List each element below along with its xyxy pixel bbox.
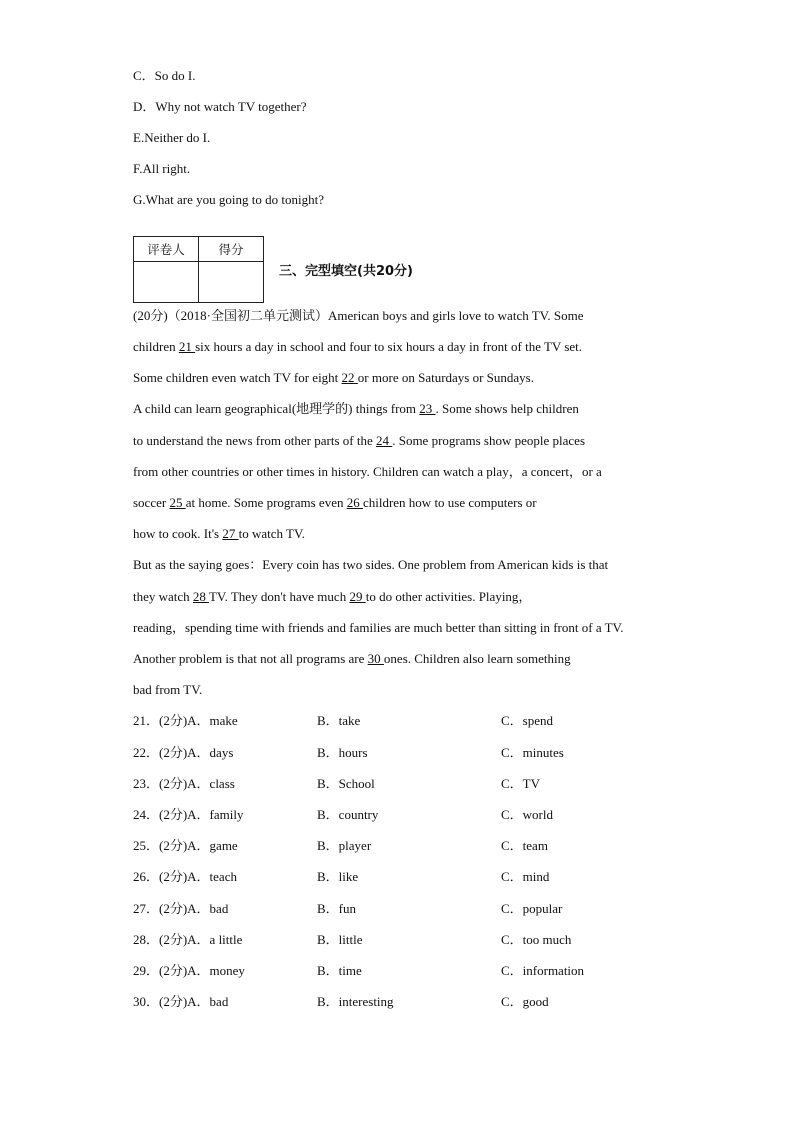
passage-text: at home. Some programs even [185, 495, 347, 510]
option-b: B．fun [317, 901, 357, 916]
passage-line [133, 589, 531, 605]
passage-text: children [133, 339, 179, 354]
passage-text: . Some shows help children [435, 401, 579, 416]
passage-text: to watch TV. [238, 526, 305, 541]
prev-option-d: D．Why not watch TV together? [133, 99, 307, 114]
blank-25: 25 [169, 495, 186, 510]
option-b: B．time [317, 963, 362, 978]
passage-text: Some children even watch TV for eight [133, 370, 342, 385]
prev-option-g: G.What are you going to do tonight? [133, 192, 324, 207]
passage-text: children how to use computers or [362, 495, 537, 510]
option-b: B．little [317, 932, 363, 947]
option-a: 23．(2分)A．class [133, 776, 235, 791]
option-a: 30．(2分)A．bad [133, 994, 229, 1009]
passage-text: they watch [133, 589, 193, 604]
score-table [133, 236, 264, 303]
passage-text: to understand the news from other parts of the [133, 433, 376, 448]
option-c: C．spend [501, 713, 554, 728]
prev-option-c: C．So do I. [133, 68, 196, 83]
option-c: C．too much [501, 932, 572, 947]
passage-line: bad from TV. [133, 682, 203, 697]
passage-line [133, 339, 582, 355]
section-title: 三、完型填空(共20分) [279, 264, 413, 279]
passage-text: soccer [133, 495, 170, 510]
option-c: C．minutes [501, 745, 564, 760]
passage-text: . Some programs show people places [392, 433, 586, 448]
passage-line [133, 401, 579, 417]
option-c: C．TV [501, 776, 541, 791]
blank-29: 29 [349, 589, 366, 604]
option-b: B．like [317, 869, 359, 884]
blank-27: 27 [222, 526, 239, 541]
blank-23: 23 [419, 401, 436, 416]
passage-line: But as the saying goes：Every coin has two sides. One problem from American kids is that [133, 557, 609, 572]
blank-24: 24 [375, 433, 393, 448]
option-c: C．information [501, 963, 585, 978]
prev-option-f: F.All right. [133, 161, 191, 176]
option-a: 21．(2分)A．make [133, 713, 238, 728]
grader-cell [134, 262, 199, 303]
option-a: 29．(2分)A．money [133, 963, 245, 978]
option-b: B．School [317, 776, 375, 791]
passage-text: A child can learn geographical(地理学的) things from [133, 401, 420, 416]
blank-21: 21 [178, 339, 196, 354]
passage-text: TV. They don't have much [208, 589, 350, 604]
option-a: 22．(2分)A．days [133, 745, 234, 760]
blank-30: 30 [367, 651, 384, 666]
passage-text: Another problem is that not all programs are [133, 651, 368, 666]
option-c: C．world [501, 807, 554, 822]
passage-text: to do other activities. Playing， [365, 589, 532, 604]
option-b: B．interesting [317, 994, 394, 1009]
blank-26: 26 [346, 495, 363, 510]
option-c: C．team [501, 838, 548, 853]
score-header: 得分 [199, 237, 264, 262]
option-c: C．mind [501, 869, 550, 884]
blank-28: 28 [192, 589, 209, 604]
passage-line [133, 370, 534, 386]
passage-line: reading，spending time with friends and families are much better than sitting in front of a TV. [133, 620, 624, 635]
option-c: C．popular [501, 901, 563, 916]
passage-line: from other countries or other times in history. Children can watch a play，a concert，or a [133, 464, 602, 479]
option-a: 26．(2分)A．teach [133, 869, 237, 884]
option-c: C．good [501, 994, 549, 1009]
option-b: B．take [317, 713, 361, 728]
option-a: 27．(2分)A．bad [133, 901, 229, 916]
option-b: B．country [317, 807, 379, 822]
score-cell [199, 262, 264, 303]
passage-line [133, 433, 585, 449]
option-b: B．player [317, 838, 372, 853]
passage-line [133, 495, 537, 511]
passage-line [133, 526, 305, 542]
blank-22: 22 [341, 370, 358, 385]
grader-header: 评卷人 [134, 237, 199, 262]
prev-option-e: E.Neither do I. [133, 130, 211, 145]
option-b: B．hours [317, 745, 368, 760]
option-a: 24．(2分)A．family [133, 807, 244, 822]
passage-text: how to cook. It's [133, 526, 223, 541]
passage-text: ones. Children also learn something [383, 651, 571, 666]
passage-line: (20分)（2018·全国初二单元测试）American boys and girls love to watch TV. Some [133, 308, 584, 323]
passage-line [133, 651, 571, 667]
option-a: 28．(2分)A．a little [133, 932, 243, 947]
passage-text: or more on Saturdays or Sundays. [357, 370, 534, 385]
passage-text: six hours a day in school and four to six hours a day in front of the TV set. [195, 339, 583, 354]
option-a: 25．(2分)A．game [133, 838, 238, 853]
